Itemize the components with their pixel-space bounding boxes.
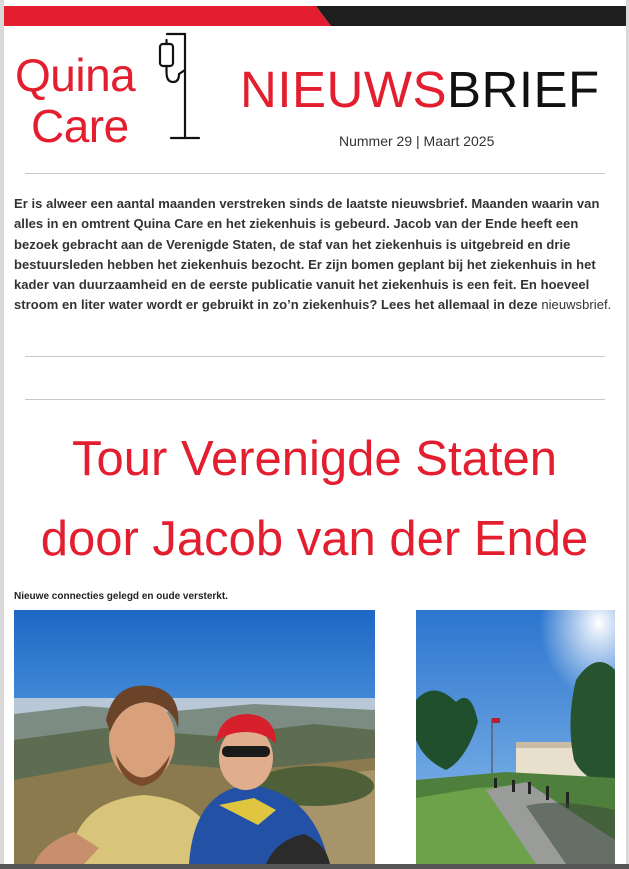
iv-drip-stand-icon <box>157 30 207 145</box>
intro-text: Er is alweer een aantal maanden verstreken sinds de laatste nieuwsbrief. Maanden waarin van alles in en omtrent Quina Care en het ziekenhuis is gebeurd. Jacob van der Ende heeft een bezoek gebracht aan de Verenigde Staten, de staf van het ziekenhuis is uitgebreid en drie bestuursleden hebben het ziekenhuis bezocht. Er zijn bomen geplant bij het ziekenhuis in het kader van duurzaamheid en de eerste publicatie vanuit het ziekenhuis is een feit. En hoeveel stroom en liter water wordt er gebruikt in zo’n ziekenhuis? Lees het allemaal in deze <box>14 196 600 313</box>
title-part-brief: BRIEF <box>447 61 600 118</box>
newsletter-title <box>240 58 600 122</box>
title-part-nieuws: NIEUWS <box>240 61 447 118</box>
divider-3 <box>25 399 605 400</box>
divider-1 <box>25 173 605 174</box>
header-color-bar <box>4 6 626 26</box>
intro-text-end: nieuwsbrief. <box>541 297 612 313</box>
article-headline-line1: Tour Verenigde Staten <box>72 432 557 486</box>
selfie-photo <box>14 610 375 864</box>
article-caption: Nieuwe connecties gelegd en oude versterkt. <box>14 591 228 602</box>
quina-care-logo <box>15 30 205 152</box>
campus-photo <box>416 610 615 864</box>
intro-paragraph <box>14 194 614 316</box>
issue-number: Nummer 29 | Maart 2025 <box>339 133 495 149</box>
footer-bar <box>0 864 629 869</box>
logo-text-care: Care <box>31 100 129 152</box>
article-headline-line2: door Jacob van der Ende <box>40 512 589 566</box>
logo-text-quina: Quina <box>15 49 136 101</box>
divider-2 <box>25 356 605 357</box>
